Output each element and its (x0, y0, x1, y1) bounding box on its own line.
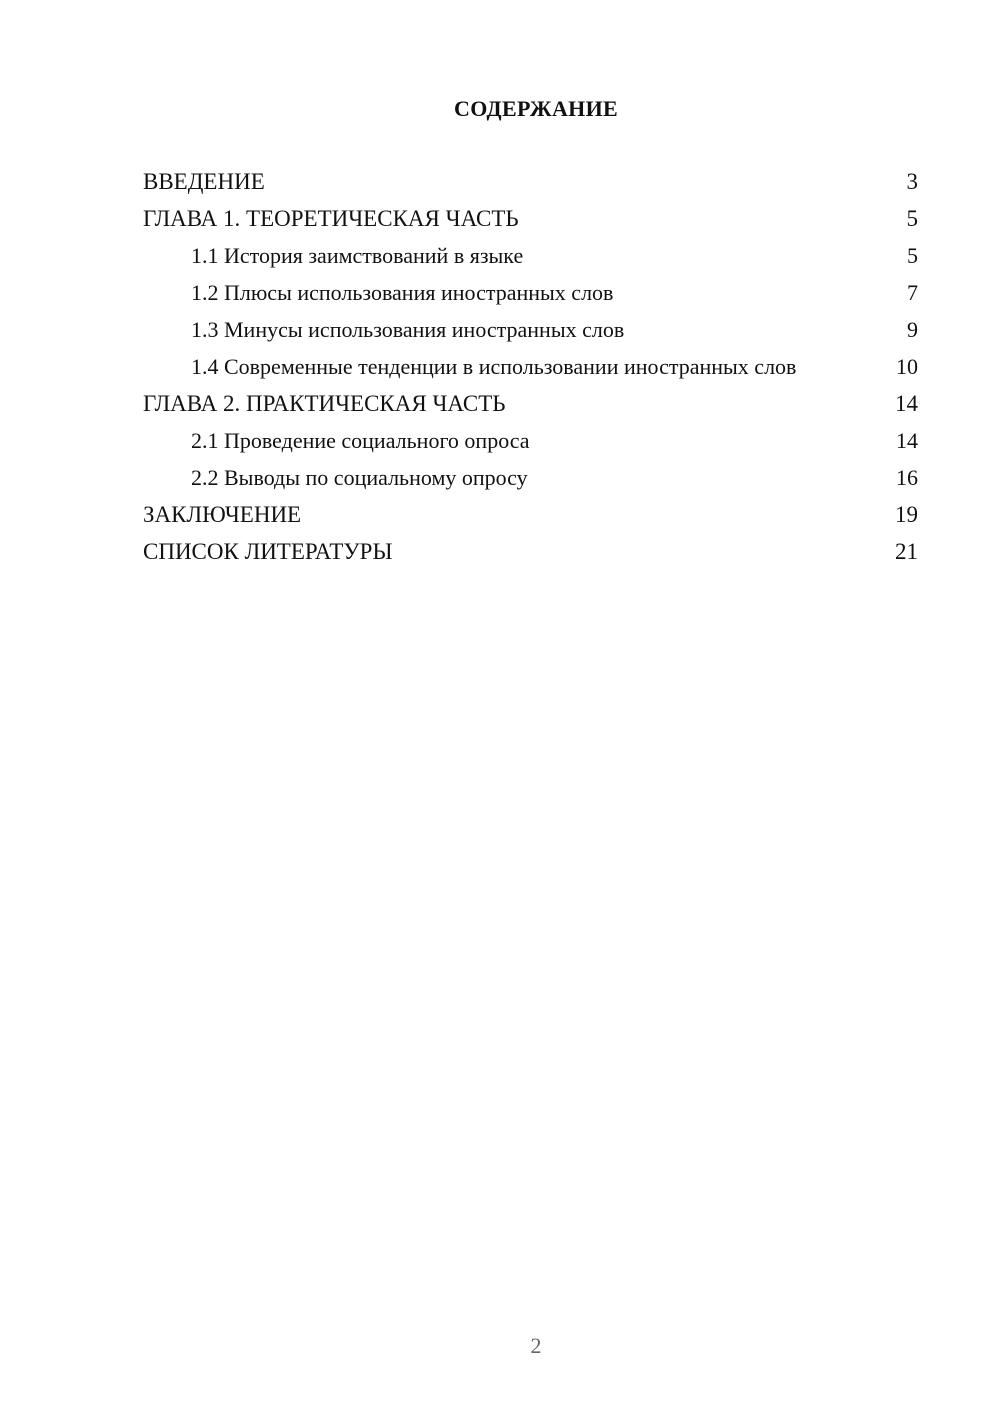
toc-title: СОДЕРЖАНИЕ (454, 96, 618, 121)
page-number: 2 (530, 1333, 542, 1358)
toc-entry-chapter-1 (143, 205, 918, 233)
table-of-contents (143, 168, 918, 575)
toc-entry-text: ЗАКЛЮЧЕНИЕ (143, 502, 302, 527)
toc-entry-text: 1.2 Плюсы использования иностранных слов (191, 280, 614, 305)
toc-entry-introduction (143, 168, 918, 196)
toc-entry-text: 1.3 Минусы использования иностранных слов (191, 317, 625, 342)
toc-entry-page: 14 (896, 428, 918, 453)
toc-entry-text: СПИСОК ЛИТЕРАТУРЫ (143, 539, 393, 564)
toc-entry-page: 5 (907, 243, 918, 268)
toc-entry-section-1-2 (143, 279, 918, 307)
toc-entry-page: 5 (906, 206, 918, 231)
toc-entry-page: 3 (906, 169, 918, 194)
toc-entry-page: 10 (896, 354, 918, 379)
toc-entry-conclusion (143, 501, 918, 529)
toc-entry-section-2-1 (143, 427, 918, 455)
toc-entry-text: 2.1 Проведение социального опроса (191, 428, 530, 453)
toc-entry-chapter-2 (143, 390, 918, 418)
toc-entry-text: ВВЕДЕНИЕ (143, 169, 265, 194)
toc-entry-text: 1.4 Современные тенденции в использовании иностранных слов (191, 354, 797, 379)
toc-entry-text: 2.2 Выводы по социальному опросу (191, 465, 528, 490)
toc-entry-page: 19 (895, 502, 918, 527)
toc-entry-page: 16 (896, 465, 918, 490)
toc-entry-text: ГЛАВА 2. ПРАКТИЧЕСКАЯ ЧАСТЬ (143, 391, 506, 416)
toc-entry-section-1-4 (143, 353, 918, 381)
toc-entry-text: ГЛАВА 1. ТЕОРЕТИЧЕСКАЯ ЧАСТЬ (143, 206, 519, 231)
toc-entry-references (143, 538, 918, 566)
toc-entry-text: 1.1 История заимствований в языке (191, 243, 524, 268)
toc-entry-section-1-1 (143, 242, 918, 270)
toc-entry-section-2-2 (143, 464, 918, 492)
toc-entry-section-1-3 (143, 316, 918, 344)
toc-entry-page: 7 (907, 280, 918, 305)
toc-entry-page: 14 (895, 391, 918, 416)
toc-entry-page: 9 (907, 317, 918, 342)
toc-entry-page: 21 (895, 539, 918, 564)
